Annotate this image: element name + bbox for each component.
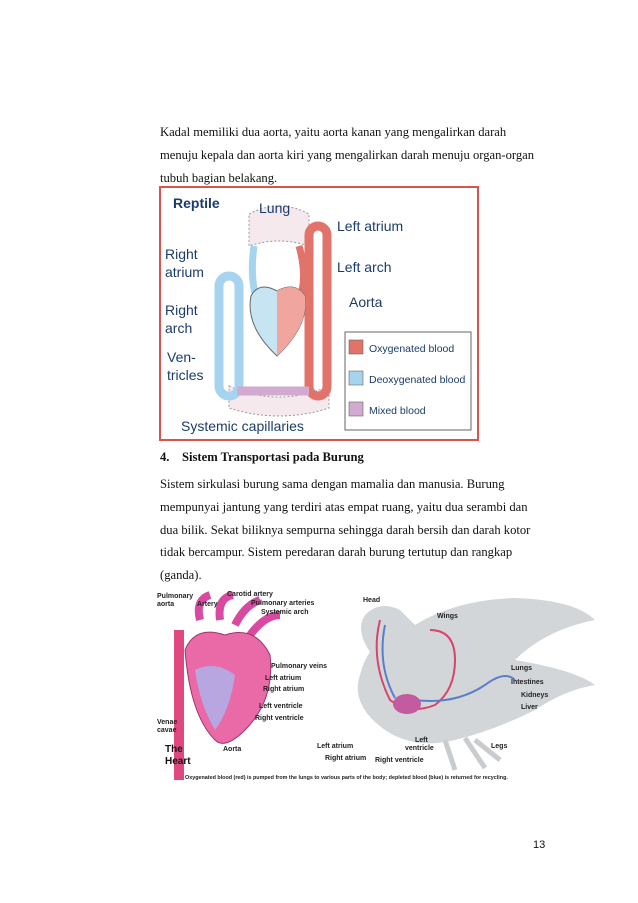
page-number: 13 [533,839,546,851]
label-bird-left-ventricle-2: ventricle [405,745,434,752]
legend-swatch-oxygenated [349,340,363,354]
label-venae-cavae-1: Venae [157,719,178,726]
label-bird-left-atrium: Left atrium [317,743,354,750]
body-line-4: tidak bercampur. Sistem peredaran darah burung tertutup dan rangkap [160,545,513,560]
label-aorta: Aorta [349,294,383,310]
label-ventricles-1: Ven- [167,349,196,365]
label-pulmonary-aorta-2: aorta [157,601,175,608]
legend-label-deoxygenated: Deoxygenated blood [369,374,466,386]
bird-heart [393,694,421,714]
intro-line-2: menuju kepala dan aorta kiri yang mengalirkan darah menuju organ-organ [160,147,535,162]
bird-silhouette [358,598,595,743]
label-aorta: Aorta [223,746,242,753]
intro-paragraph [160,121,580,189]
legend-label-oxygenated: Oxygenated blood [369,343,455,355]
label-left-arch: Left arch [337,259,392,275]
body-line-3: dua bilik. Sekat biliknya sempurna sehingga darah bersih dan darah kotor [160,522,531,537]
legend-swatch-mixed [349,402,363,416]
label-lung: Lung [259,200,291,216]
bird-circulation-figure [155,590,595,790]
label-right-atrium: Right atrium [263,686,305,693]
label-intestines: Intestines [511,679,544,686]
section-number: 4. [160,450,170,464]
label-systemic-capillaries: Systemic capillaries [181,418,304,434]
section-title: Sistem Transportasi pada Burung [182,450,364,464]
label-artery: Artery [197,601,218,608]
label-left-ventricle: Left ventricle [259,703,303,710]
label-carotid-artery: Carotid artery [227,591,273,598]
label-right-ventricle: Right ventricle [255,715,304,722]
body-paragraph [160,473,580,587]
label-head: Head [363,597,381,604]
label-bird-right-ventricle: Right ventricle [375,757,424,764]
label-right-atrium-1: Right [165,246,198,262]
label-kidneys: Kidneys [521,692,549,699]
label-pulmonary-aorta-1: Pulmonary [157,593,194,600]
label-wings: Wings [437,613,458,620]
label-legs: Legs [491,743,508,750]
figure-legend [345,332,471,430]
label-right-arch-2: arch [165,320,193,336]
label-liver: Liver [521,704,538,711]
label-systemic-arch: Systemic arch [261,609,309,616]
legend-swatch-deoxygenated [349,371,363,385]
label-pulmonary-veins: Pulmonary veins [271,663,328,670]
intro-line-3: tubuh bagian belakang. [160,170,278,185]
label-the-heart-2: Heart [165,756,191,767]
reptile-circulation-figure [159,186,479,441]
label-pulmonary-arteries: Pulmonary arteries [251,600,315,607]
body-line-2: mempunyai jantung yang terdiri atas empat ruang, yaitu dua serambi dan [160,499,528,514]
body-line-1: Sistem sirkulasi burung sama dengan mamalia dan manusia. Burung [160,477,505,491]
label-lungs: Lungs [511,665,532,672]
label-the-heart-1: The [165,744,183,755]
figure-caption: Oxygenated blood (red) is pumped from the lungs to various parts of the body; depleted blood (blue) is returned for recycling. [185,775,508,781]
label-right-arch-1: Right [165,302,198,318]
label-bird-right-atrium: Right atrium [325,755,367,762]
figure-title: Reptile [173,195,220,211]
section-heading [160,450,364,465]
label-left-atrium: Left atrium [265,675,302,682]
body-line-5: (ganda). [160,568,202,583]
label-ventricles-2: tricles [167,367,204,383]
label-left-atrium: Left atrium [337,218,404,234]
legend-label-mixed: Mixed blood [369,405,426,417]
intro-line-1: Kadal memiliki dua aorta, yaitu aorta kanan yang mengalirkan darah [160,125,507,139]
label-right-atrium-2: atrium [165,264,204,280]
label-venae-cavae-2: cavae [157,727,177,734]
label-bird-left-ventricle-1: Left [415,737,428,744]
